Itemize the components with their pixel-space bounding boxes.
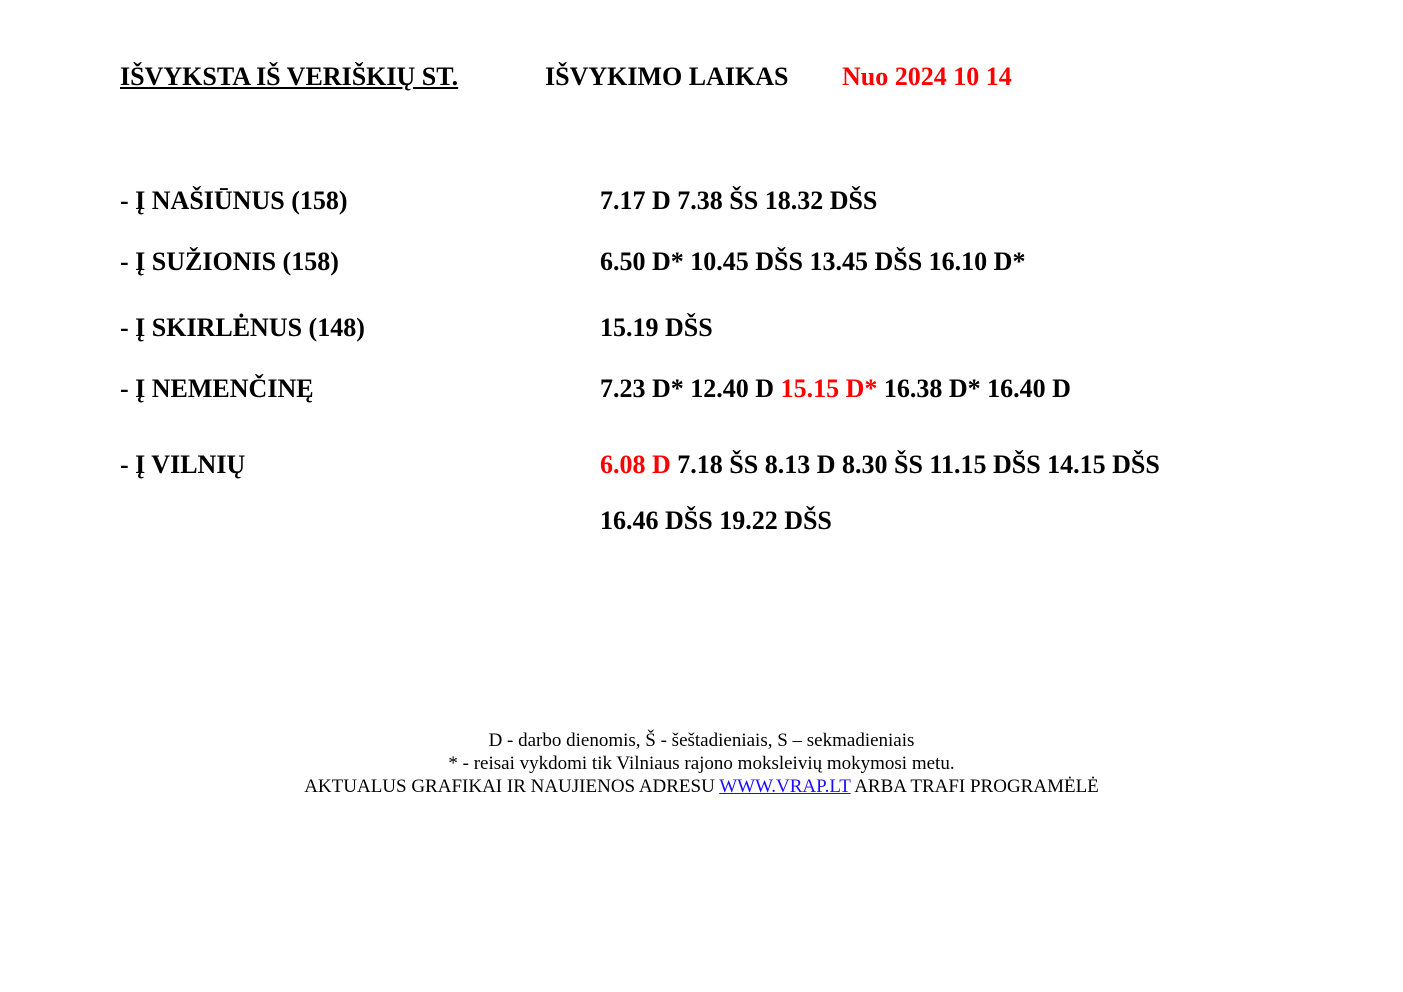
time-segment: 16.46 DŠS 19.22 DŠS: [600, 506, 832, 535]
route-times: [600, 247, 1025, 277]
route-destination: - Į NEMENČINĘ: [120, 374, 314, 403]
route-times: [600, 450, 1160, 480]
schedule-footer: [0, 729, 1403, 798]
route-row-nasiunai: [120, 186, 1320, 218]
time-segment: 7.23 D* 12.40 D: [600, 374, 781, 403]
departure-time-label: IŠVYKIMO LAIKAS: [545, 62, 789, 91]
route-row-skirlenai: [120, 313, 1320, 345]
route-destination: - Į NAŠIŪNUS (158): [120, 186, 348, 215]
time-segment: 7.17 D 7.38 ŠS 18.32 DŠS: [600, 186, 878, 215]
legend-text: D - darbo dienomis, Š - šeštadieniais, S – sekmadieniais: [488, 730, 915, 751]
website-link[interactable]: WWW.VRAP.LT: [719, 776, 851, 797]
route-times: [600, 186, 877, 216]
route-destination: - Į SUŽIONIS (158): [120, 247, 339, 276]
time-segment: 15.19 DŠS: [600, 313, 713, 342]
route-times: [600, 506, 832, 536]
route-times: [600, 313, 713, 343]
route-row-vilnius-continued: [120, 506, 1320, 538]
route-row-vilnius: [120, 450, 1320, 482]
info-suffix: ARBA TRAFI PROGRAMĖLĖ: [850, 776, 1099, 797]
time-segment-highlighted: 15.15 D*: [780, 374, 878, 403]
station-title: IŠVYKSTA IŠ VERIŠKIŲ ST.: [120, 62, 459, 91]
time-segment: 6.50 D* 10.45 DŠS 13.45 DŠS 16.10 D*: [600, 247, 1026, 276]
route-row-nemencine: [120, 374, 1320, 406]
time-segment: 7.18 ŠS 8.13 D 8.30 ŠS 11.15 DŠS 14.15 DŠS: [670, 450, 1160, 479]
route-destination: - Į VILNIŲ: [120, 450, 246, 479]
info-line: [0, 775, 1403, 798]
info-prefix: AKTUALUS GRAFIKAI IR NAUJIENOS ADRESU: [304, 776, 720, 797]
time-segment-highlighted: 6.08 D: [600, 450, 671, 479]
footnote-text: * - reisai vykdomi tik Vilniaus rajono moksleivių mokymosi metu.: [448, 753, 955, 774]
route-times: [600, 374, 1071, 404]
route-row-suzionys: [120, 247, 1320, 279]
valid-from-date: Nuo 2024 10 14: [842, 62, 1012, 91]
route-destination: - Į SKIRLĖNUS (148): [120, 313, 365, 342]
time-segment: 16.38 D* 16.40 D: [877, 374, 1071, 403]
